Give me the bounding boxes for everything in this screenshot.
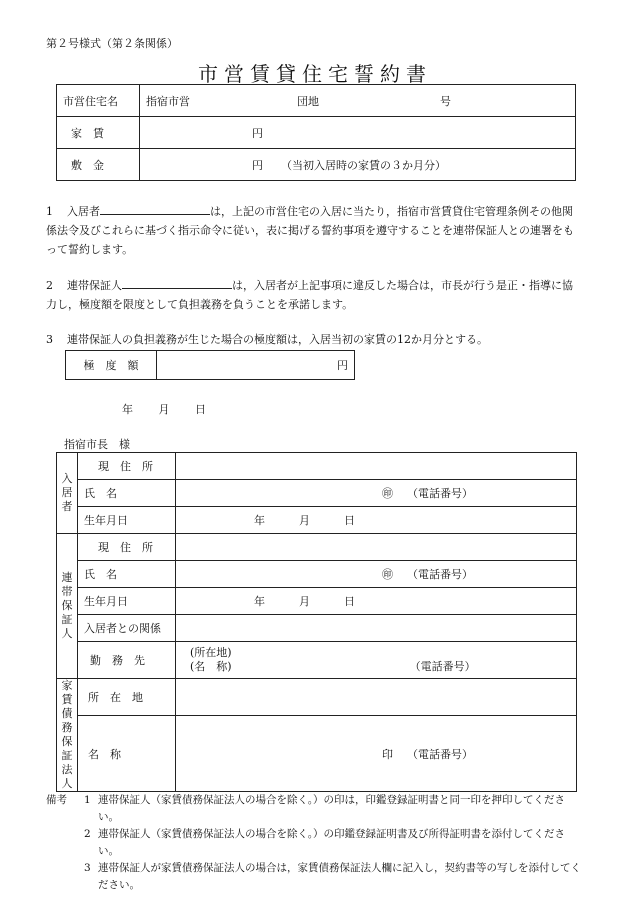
- clause-1: [46, 202, 576, 259]
- date-year: 年: [122, 403, 133, 416]
- housing-danchi-text: 団地: [297, 94, 319, 108]
- deposit-label-text: 敷 金: [71, 158, 104, 172]
- company-location-text: 所 在 地: [88, 691, 143, 705]
- limit-amount-cell[interactable]: [157, 351, 355, 380]
- clause-3-body: 連帯保証人の負担義務が生じた場合の極度額は，入居当初の家賃の12か月分とする。: [67, 333, 488, 346]
- guarantor-relation-label: 入居者との関係: [78, 615, 176, 642]
- form-number-label: 第２号様式（第２条関係）: [46, 37, 178, 50]
- deposit-note-text: （当初入居時の家賃の３か月分）: [281, 158, 446, 172]
- signer-table: [56, 452, 577, 792]
- deposit-row: [57, 149, 576, 181]
- company-location-label: [78, 679, 176, 716]
- guarantor-workplace-cell[interactable]: [176, 642, 577, 679]
- rent-yen-text: 円: [252, 126, 263, 140]
- guarantor-birth-month: 月: [299, 595, 310, 608]
- resident-name-label: [78, 480, 176, 507]
- guarantor-birth-text: 生年月日: [84, 595, 128, 608]
- resident-address-text: 現 住 所: [98, 460, 153, 473]
- resident-birth-cell[interactable]: [176, 507, 577, 534]
- rent-label: [57, 117, 140, 149]
- guarantor-birth-cell[interactable]: [176, 588, 577, 615]
- company-seal: 印: [382, 747, 393, 761]
- housing-name-row: [57, 85, 576, 117]
- clause-2-number: 2: [46, 279, 53, 292]
- note-2: [46, 826, 586, 860]
- resident-address-label: [78, 453, 176, 480]
- guarantor-work-tel: （電話番号）: [409, 660, 476, 673]
- resident-name-blank[interactable]: [100, 202, 210, 215]
- note-3: [46, 860, 586, 894]
- notes-section: [46, 792, 586, 894]
- housing-info-table: [56, 84, 576, 181]
- clause-1-lead: 入居者: [67, 205, 100, 218]
- guarantor-work-location: (所在地): [190, 646, 232, 659]
- housing-go-text: 号: [440, 94, 451, 108]
- housing-name-label: 市営住宅名: [57, 85, 140, 117]
- clause-1-number: 1: [46, 205, 53, 218]
- note-2-number: 2: [84, 828, 91, 840]
- company-tel: （電話番号）: [407, 747, 473, 761]
- resident-tel: （電話番号）: [407, 487, 473, 500]
- company-name-cell[interactable]: [176, 716, 577, 792]
- resident-birth-text: 生年月日: [84, 514, 128, 527]
- clause-2: [46, 276, 576, 314]
- note-3-text: 連帯保証人が家賃債務保証法人の場合は，家賃債務保証法人欄に記入し，契約書等の写しを添付してください。: [98, 862, 581, 891]
- guarantor-birth-year: 年: [254, 595, 265, 608]
- guarantor-seal: ㊞: [382, 568, 393, 581]
- guarantor-address-cell[interactable]: [176, 534, 577, 561]
- guarantor-workplace-label: [78, 642, 176, 679]
- guarantor-birth-day: 日: [344, 595, 355, 608]
- document-title: 市営賃貸住宅誓約書: [198, 62, 432, 86]
- resident-birth-year: 年: [254, 514, 265, 527]
- company-name-label: [78, 716, 176, 792]
- clause-3-number: 3: [46, 333, 53, 346]
- housing-city-text: 指宿市営: [146, 94, 190, 108]
- clause-1-body: は，上記の市営住宅の入居に当たり，指宿市営賃貸住宅管理条例その他関係法令及びこれらに基づく指示命令に従い，表に掲げる誓約事項を遵守することを連帯保証人との連署をもって誓約します。: [46, 205, 574, 256]
- resident-group-label: 入居者: [57, 453, 78, 534]
- guarantor-work-name: (名 称): [190, 660, 232, 673]
- resident-name-text: 氏 名: [84, 487, 117, 500]
- resident-name-cell[interactable]: [176, 480, 577, 507]
- company-name-text: 名 称: [88, 747, 121, 761]
- resident-birth-label: [78, 507, 176, 534]
- guarantor-relation-cell[interactable]: [176, 615, 577, 642]
- guarantor-address-label: [78, 534, 176, 561]
- date-line: [122, 401, 228, 417]
- date-month: 月: [158, 403, 170, 416]
- note-1-text: 連帯保証人（家賃債務保証法人の場合を除く。）の印は，印鑑登録証明書と同一印を押印してください。: [98, 794, 566, 823]
- company-location-cell[interactable]: [176, 679, 577, 716]
- company-group-label: 家賃債務保証法人: [57, 679, 78, 792]
- note-1-number: 1: [84, 794, 91, 806]
- rent-row: [57, 117, 576, 149]
- guarantor-name-cell[interactable]: [176, 561, 577, 588]
- limit-amount-table: [65, 350, 355, 380]
- housing-name-cell[interactable]: [140, 85, 576, 117]
- guarantor-birth-label: [78, 588, 176, 615]
- limit-amount-yen: 円: [337, 359, 348, 372]
- resident-birth-month: 月: [299, 514, 310, 527]
- notes-head: 備考: [46, 794, 67, 806]
- guarantor-name-text: 氏 名: [84, 568, 117, 581]
- clause-2-body: は，入居者が上記事項に違反した場合は，市長が行う是正・指導に協力し，極度額を限度として負担義務を負うことを承諾します。: [46, 279, 573, 311]
- guarantor-name-label: [78, 561, 176, 588]
- guarantor-name-blank[interactable]: [122, 276, 232, 289]
- deposit-label: [57, 149, 140, 181]
- limit-amount-label: 極 度 額: [66, 351, 157, 380]
- guarantor-workplace-text: 勤 務 先: [90, 654, 145, 667]
- deposit-yen-text: 円: [252, 158, 263, 172]
- guarantor-group-label: 連帯保証人: [57, 534, 78, 679]
- resident-birth-day: 日: [344, 514, 355, 527]
- date-day: 日: [195, 403, 206, 416]
- guarantor-address-text: 現 住 所: [98, 541, 153, 554]
- deposit-cell[interactable]: [140, 149, 576, 181]
- clause-3: [46, 330, 576, 349]
- rent-cell[interactable]: [140, 117, 576, 149]
- note-1: [46, 792, 586, 826]
- note-2-text: 連帯保証人（家賃債務保証法人の場合を除く。）の印鑑登録証明書及び所得証明書を添付してください。: [98, 828, 566, 857]
- resident-seal: ㊞: [382, 487, 393, 500]
- clause-2-lead: 連帯保証人: [67, 279, 122, 292]
- rent-label-text: 家 賃: [71, 126, 104, 140]
- note-3-number: 3: [84, 862, 91, 874]
- addressee: 指宿市長 様: [64, 438, 130, 451]
- guarantor-tel: （電話番号）: [407, 568, 473, 581]
- resident-address-cell[interactable]: [176, 453, 577, 480]
